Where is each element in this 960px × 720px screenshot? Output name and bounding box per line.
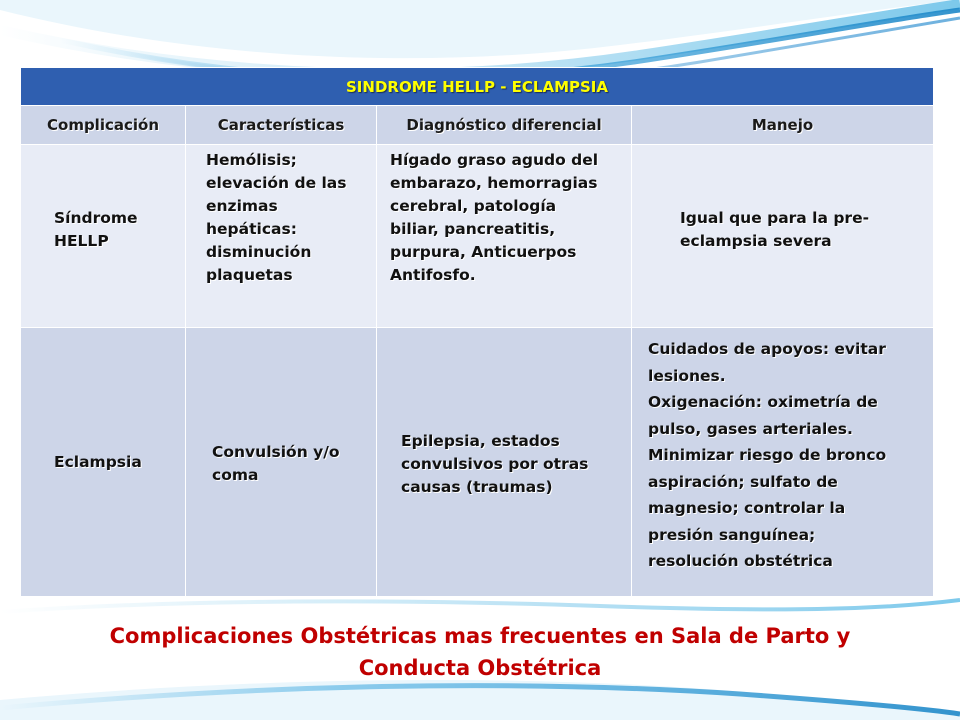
header-manejo: Manejo <box>632 106 934 145</box>
header-caracteristicas: Características <box>186 106 377 145</box>
row-eclampsia-features: Convulsión y/o coma <box>212 443 340 484</box>
row-hellp-differential: Hígado graso agudo del embarazo, hemorragias cerebral, patología biliar, pancreatitis, purpura, Anticuerpos Antifosfo. <box>390 151 599 284</box>
caption-line-1: Complicaciones Obstétricas mas frecuentes en Sala de Parto y <box>109 624 851 648</box>
row-hellp-features: Hemólisis; elevación de las enzimas hepáticas: disminución plaquetas <box>206 151 347 284</box>
row-eclampsia-management: Cuidados de apoyos: evitar lesiones. Oxigenación: oximetría de pulso, gases arteriales. Minimizar riesgo de bronco aspiración; sulfato de magnesio; controlar la presión sanguínea; resolución obstétrica <box>648 340 887 570</box>
table-row-eclampsia <box>21 328 934 597</box>
table-title: SINDROME HELLP - ECLAMPSIA <box>21 68 934 106</box>
row-hellp-complication: Síndrome HELLP <box>54 209 138 250</box>
header-complicacion: Complicación <box>21 106 186 145</box>
hellp-eclampsia-table <box>20 67 933 597</box>
row-eclampsia-complication: Eclampsia <box>54 452 142 471</box>
table-row-hellp <box>21 145 934 328</box>
row-hellp-management: Igual que para la pre- eclampsia severa <box>680 209 870 250</box>
header-diagnostico-diferencial: Diagnóstico diferencial <box>377 106 632 145</box>
slide-caption <box>0 620 960 684</box>
caption-line-2: Conducta Obstétrica <box>358 656 602 680</box>
row-eclampsia-differential: Epilepsia, estados convulsivos por otras causas (traumas) <box>401 431 589 496</box>
